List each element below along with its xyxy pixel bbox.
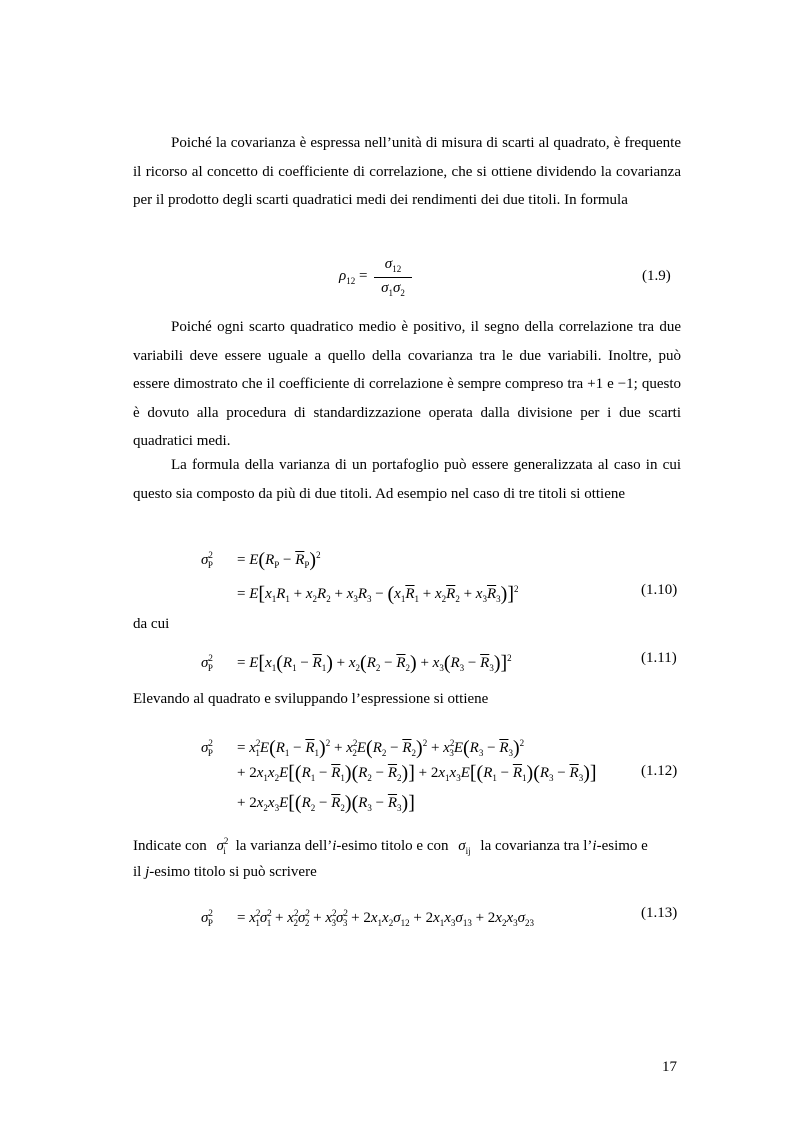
equation-number: (1.10) [641, 582, 678, 598]
math-sigma-i: $\sigma^2_i$ [216, 836, 229, 856]
page-number: 17 [662, 1059, 677, 1075]
equation-number: (1.9) [642, 268, 671, 284]
equation-number: (1.13) [641, 905, 678, 921]
equation-number: (1.12) [641, 763, 678, 779]
text-j-esimo-line [133, 862, 317, 882]
text-j-rest: -esimo titolo si può scrivere [149, 864, 317, 880]
text-elevando: Elevando al quadrato e sviluppando l’espressione si ottiene [133, 691, 489, 707]
text-indicate-line [133, 831, 681, 861]
paragraph-three-securities: La formula della varianza di un portafoglio può essere generalizzata al caso in cui questo sia composto da più di due titoli. Ad esempio nel caso di tre titoli si ottiene [133, 457, 681, 502]
text-da-cui: da cui [133, 616, 170, 632]
text-indicate-2: la varianza dell’ [235, 838, 333, 854]
text-indicate-1: Indicate con [133, 838, 207, 854]
math-sigma-ij: $\sigma_{ij}$ [458, 838, 471, 856]
text-il: il [133, 864, 146, 880]
paragraph-correlation-intro: Poiché la covarianza è espressa nell’unità di misura di scarti al quadrato, è frequente il ricorso al concetto di coefficiente di correlazione, che si ottiene dividendo la covarianza per il prodotto degli scarti quadratici medi dei rendimenti dei due titoli. In formula [133, 135, 681, 209]
text-indicate-5: -esimo e [596, 838, 648, 854]
text-indicate-i: i [332, 838, 337, 854]
text-indicate-3: -esimo titolo e con [336, 838, 449, 854]
text-j: j [145, 864, 150, 880]
paragraph-correlation-sign: Poiché ogni scarto quadratico medio è positivo, il segno della correlazione tra due variabili deve essere uguale a quello della covarianza tra le due variabili. Inoltre, può essere dimostrato che il coefficiente di correlazione è sempre compreso tra +1 e −1; questo è dovuto alla procedura di standardizzazione operata dalla divisione per i due scarti quadratici medi. [133, 319, 681, 450]
text-indicate-i-2: i [592, 838, 597, 854]
equation-number: (1.11) [641, 650, 677, 666]
text-indicate-4: la covarianza tra l’ [480, 838, 593, 854]
